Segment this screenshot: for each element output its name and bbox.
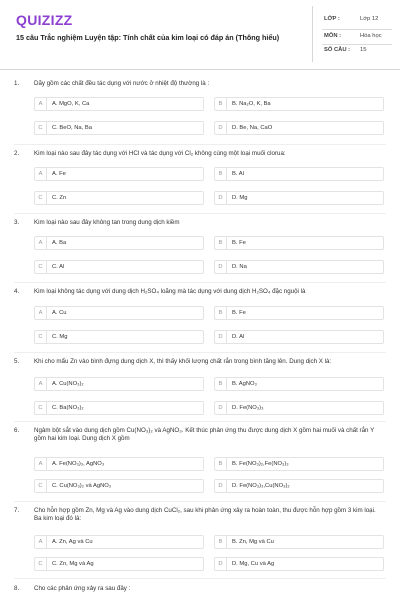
option-a[interactable] xyxy=(34,167,204,181)
question-divider xyxy=(14,213,386,214)
option-a[interactable] xyxy=(34,306,204,320)
option-c[interactable] xyxy=(34,191,204,205)
option-text: B. Na₂O, K, Ba xyxy=(232,101,271,107)
option-letter: D xyxy=(215,122,227,134)
option-letter: A xyxy=(35,378,47,390)
option-text: D. Be, Na, CaO xyxy=(232,125,273,131)
option-d[interactable] xyxy=(214,479,384,493)
option-c[interactable] xyxy=(34,401,204,415)
option-text: D. Na xyxy=(232,264,247,270)
option-letter: B xyxy=(215,168,227,180)
option-text: B. Fe xyxy=(232,310,246,316)
option-a[interactable] xyxy=(34,236,204,250)
page-title: 15 câu Trắc nghiệm Luyện tập: Tính chất của kim loại có đáp án (Thông hiểu) xyxy=(16,33,280,42)
option-a[interactable] xyxy=(34,457,204,471)
question-number: 5. xyxy=(14,358,20,365)
option-d[interactable] xyxy=(214,557,384,571)
document-header xyxy=(0,0,400,70)
option-text: A. Cu xyxy=(52,310,67,316)
option-letter: C xyxy=(35,192,47,204)
option-letter: C xyxy=(35,331,47,343)
question-number: 1. xyxy=(14,80,20,87)
option-letter: A xyxy=(35,307,47,319)
option-d[interactable] xyxy=(214,330,384,344)
question-number: 4. xyxy=(14,288,20,295)
option-text: D. Fe(NO₃)₃,Cu(NO₃)₂ xyxy=(232,483,290,489)
option-b[interactable] xyxy=(214,535,384,549)
option-letter: A xyxy=(35,237,47,249)
question-text: Cho hỗn hợp gồm Zn, Mg và Ag vào dung dịch CuCl₂, sau khi phản ứng xảy ra hoàn toàn, thu được hỗn hợp gồm 3 kim loại. Ba kim loại đó là: xyxy=(34,507,376,522)
option-text: B. Al xyxy=(232,171,244,177)
option-text: D. Mg, Cu và Ag xyxy=(232,561,275,567)
option-text: B. Fe xyxy=(232,240,246,246)
option-d[interactable] xyxy=(214,260,384,274)
option-text: A. Zn, Ag và Cu xyxy=(52,539,93,545)
option-c[interactable] xyxy=(34,260,204,274)
option-letter: C xyxy=(35,480,47,492)
option-d[interactable] xyxy=(214,121,384,135)
question-text: Cho các phản ứng xảy ra sau đây : xyxy=(34,585,131,592)
option-c[interactable] xyxy=(34,557,204,571)
option-c[interactable] xyxy=(34,479,204,493)
question-number: 7. xyxy=(14,507,20,514)
meta-grade-value: Lớp 12 xyxy=(360,16,379,22)
option-c[interactable] xyxy=(34,330,204,344)
option-text: D. Fe(NO₃)₃ xyxy=(232,405,264,411)
option-text: A. MgO, K, Ca xyxy=(52,101,90,107)
option-letter: B xyxy=(215,536,227,548)
question-text: Khi cho mẩu Zn vào bình đựng dung dịch X, thì thấy khối lượng chất rắn trong bình tăng lên. Dung dịch X là: xyxy=(34,358,332,365)
option-letter: A xyxy=(35,458,47,470)
option-text: C. Cu(NO₃)₂ và AgNO₃ xyxy=(52,483,112,489)
option-text: A. Fe xyxy=(52,171,66,177)
option-a[interactable] xyxy=(34,377,204,391)
option-text: C. Al xyxy=(52,264,65,270)
option-text: B. Fe(NO₃)₂,Fe(NO₃)₃ xyxy=(232,461,289,467)
option-letter: A xyxy=(35,536,47,548)
meta-subject-key: MÔN : xyxy=(324,33,342,39)
meta-grade xyxy=(324,16,394,28)
option-letter: D xyxy=(215,331,227,343)
option-text: C. Ba(NO₃)₂ xyxy=(52,405,84,411)
option-text: A. Ba xyxy=(52,240,67,246)
meta-count-value: 15 xyxy=(360,47,367,53)
meta-subject-value: Hóa học xyxy=(360,33,382,39)
option-c[interactable] xyxy=(34,121,204,135)
option-text: C. Mg xyxy=(52,334,68,340)
question-number: 3. xyxy=(14,219,20,226)
option-letter: B xyxy=(215,378,227,390)
meta-grade-key: LỚP : xyxy=(324,16,340,22)
option-a[interactable] xyxy=(34,535,204,549)
question-divider xyxy=(14,282,386,283)
question-divider xyxy=(14,352,386,353)
option-letter: A xyxy=(35,98,47,110)
option-letter: C xyxy=(35,402,47,414)
option-letter: C xyxy=(35,558,47,570)
option-text: A. Cu(NO₃)₂ xyxy=(52,381,84,387)
option-b[interactable] xyxy=(214,457,384,471)
option-d[interactable] xyxy=(214,191,384,205)
question-text: Dãy gồm các chất đều tác dụng với nước ở nhiệt độ thường là : xyxy=(34,80,210,87)
question-divider xyxy=(14,144,386,145)
option-letter: B xyxy=(215,307,227,319)
question-number: 2. xyxy=(14,150,20,157)
option-b[interactable] xyxy=(214,97,384,111)
option-letter: C xyxy=(35,261,47,273)
option-letter: D xyxy=(215,261,227,273)
option-text: D. Mg xyxy=(232,195,248,201)
option-b[interactable] xyxy=(214,377,384,391)
question-text: Kim loại nào sau đây tác dụng với HCl và tác dụng với Cl₂ không cùng một loại muối clorua: xyxy=(34,150,286,157)
option-a[interactable] xyxy=(34,97,204,111)
question-divider xyxy=(14,578,386,579)
option-text: C. Zn, Mg và Ag xyxy=(52,561,94,567)
question-number: 6. xyxy=(14,427,20,434)
option-d[interactable] xyxy=(214,401,384,415)
question-text: Kim loại nào sau đây không tan trong dung dịch kiềm xyxy=(34,219,180,226)
question-text: Ngâm bột sắt vào dung dịch gồm Cu(NO₃)₂ và AgNO₃. Kết thúc phản ứng thu được dung dịch X gồm hai muối và chất rắn Y gồm hai kim loại. Dung dịch X gồm xyxy=(34,427,375,442)
quizizz-logo: QUIZIZZ xyxy=(16,12,73,28)
option-letter: B xyxy=(215,458,227,470)
option-letter: B xyxy=(215,237,227,249)
option-text: C. BeO, Na, Ba xyxy=(52,125,92,131)
option-letter: D xyxy=(215,558,227,570)
question-divider xyxy=(14,421,386,422)
option-letter: C xyxy=(35,122,47,134)
option-text: C. Zn xyxy=(52,195,67,201)
option-letter: B xyxy=(215,98,227,110)
meta-divider xyxy=(322,44,392,45)
option-text: D. Al xyxy=(232,334,245,340)
option-text: B. Zn, Mg và Cu xyxy=(232,539,274,545)
option-text: B. AgNO₃ xyxy=(232,381,257,387)
option-letter: D xyxy=(215,480,227,492)
meta-divider xyxy=(322,29,392,30)
option-letter: D xyxy=(215,192,227,204)
option-letter: A xyxy=(35,168,47,180)
question-text: Kim loại không tác dụng với dung dịch H₂SO₄ loãng mà tác dụng với dung dịch H₂SO₄ đặc nguội là xyxy=(34,288,306,295)
question-divider xyxy=(14,501,386,502)
option-b[interactable] xyxy=(214,167,384,181)
option-letter: D xyxy=(215,402,227,414)
header-divider xyxy=(312,6,313,62)
option-b[interactable] xyxy=(214,306,384,320)
meta-count-key: SỐ CÂU : xyxy=(324,47,351,53)
meta-question-count xyxy=(324,47,394,59)
question-number: 8. xyxy=(14,585,20,592)
option-b[interactable] xyxy=(214,236,384,250)
option-text: A. Fe(NO₃)₃, AgNO₃ xyxy=(52,461,105,467)
